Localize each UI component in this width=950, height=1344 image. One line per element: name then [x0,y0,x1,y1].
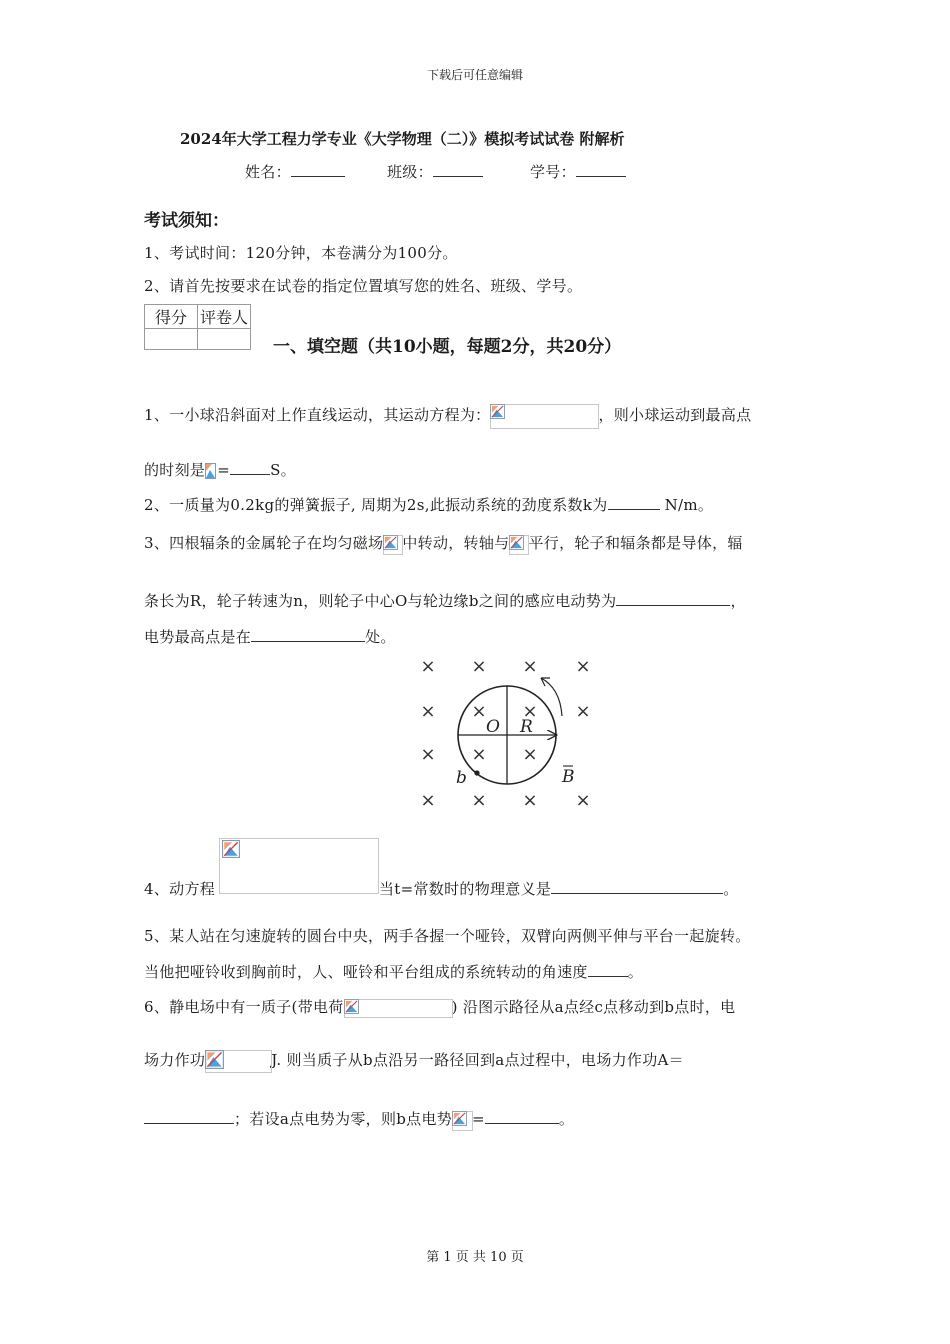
broken-image-icon [490,404,505,419]
question-4: 当t=常数时的物理意义是 。 [379,880,739,898]
field-cross: × [575,656,591,677]
question-6-line-3: ；若设a点电势为零，则b点电势 = 。 [144,1108,574,1130]
field-cross: × [471,744,487,765]
broken-formula-image [490,404,598,428]
section-heading: 一、填空题（共10小题，每题2分，共20分） [273,337,622,357]
broken-image-icon [205,1050,224,1069]
question-5-line-2: 当他把哑铃收到胸前时，人、哑铃和平台组成的系统转动的角速度 。 [144,963,644,981]
broken-formula-image [205,463,217,479]
notice-item-2: 2、请首先按要求在试卷的指定位置填写您的姓名、班级、学号。 [144,277,583,295]
page-number: 第 1 页 共 10 页 [426,1250,524,1265]
field-cross: × [420,790,436,810]
answer-blank[interactable] [251,627,365,642]
question-6-line-2: 场力作功 J. 则当质子从b点沿另一路径回到a点过程中，电场力作功A＝ [144,1049,684,1072]
class-label: 班级： [387,163,433,181]
field-cross: × [522,656,538,677]
wheel-magnetic-field-figure [410,650,600,810]
point-b-dot [474,770,479,775]
broken-formula-image [383,535,402,554]
label-field-b: B [562,767,575,787]
question-3-line-1: 3、四根辐条的金属轮子在均匀磁场 中转动，转轴与 平行，轮子和辐条都是导体，辐 [144,532,743,554]
question-5-line-1: 5、某人站在匀速旋转的圆台中央，两手各握一个哑铃，双臂向两侧平伸与平台一起旋转。 [144,927,751,945]
answer-blank[interactable] [485,1109,559,1124]
broken-image-icon [509,535,524,550]
student-id-label: 学号： [530,163,576,181]
grader-cell[interactable] [198,329,251,350]
answer-blank[interactable] [616,591,730,606]
field-cross: × [522,790,538,810]
field-cross: × [420,701,436,722]
label-b: b [456,768,467,788]
broken-image-icon [383,535,398,550]
page-title: 2024年大学工程力学专业《大学物理（二）》模拟考试试卷 附解析 [180,130,625,148]
score-header: 得分 [145,305,198,329]
broken-image-icon [205,463,216,479]
broken-image-icon [222,840,240,858]
broken-image-icon [452,1111,467,1126]
question-1-line-1: 1、一小球沿斜面对上作直线运动，其运动方程为： ，则小球运动到最高点 [144,404,751,428]
field-cross: × [471,790,487,810]
answer-blank[interactable] [551,879,723,894]
field-cross: × [522,701,538,722]
field-cross: × [471,656,487,677]
score-table [144,304,251,350]
answer-blank[interactable] [230,460,270,475]
field-cross: × [420,744,436,765]
name-blank[interactable] [291,162,345,177]
broken-formula-image [205,1050,271,1072]
broken-formula-image [219,838,379,894]
student-id-field[interactable] [530,161,626,182]
broken-formula-image [344,999,452,1017]
answer-blank[interactable] [144,1109,234,1124]
header-note: 下载后可任意编辑 [426,68,523,82]
answer-blank[interactable] [608,495,660,510]
notice-item-1: 1、考试时间：120分钟，本卷满分为100分。 [144,244,458,262]
class-field[interactable] [387,161,483,182]
question-3-line-3: 电势最高点是在 处。 [144,628,396,646]
field-cross: × [575,701,591,722]
question-1-line-2: 的时刻是 = S。 [144,461,296,479]
question-4-prefix: 4、动方程 [144,880,216,898]
score-cell[interactable] [145,329,198,350]
name-label: 姓名： [245,163,291,181]
field-cross: × [575,790,591,810]
answer-blank[interactable] [588,962,628,977]
notice-heading: 考试须知： [144,211,229,231]
question-6-line-1: 6、静电场中有一质子(带电荷 ) 沿图示路径从a点经c点移动到b点时，电 [144,998,736,1016]
field-cross: × [522,744,538,765]
question-2: 2、一质量为0.2kg的弹簧振子, 周期为2s,此振动系统的劲度系数k为 N/m。 [144,496,714,514]
label-o: O [486,717,500,737]
name-field[interactable] [245,161,345,182]
field-cross: × [420,656,436,677]
grader-header: 评卷人 [198,305,251,329]
label-r: R [520,717,533,737]
student-id-blank[interactable] [576,162,626,177]
field-cross: × [471,701,487,722]
class-blank[interactable] [433,162,483,177]
broken-formula-image [452,1111,472,1130]
broken-image-icon [344,999,359,1014]
broken-formula-image [509,535,528,554]
question-3-line-2: 条长为R，轮子转速为n，则轮子中心O与轮边缘b之间的感应电动势为 ， [144,592,746,610]
